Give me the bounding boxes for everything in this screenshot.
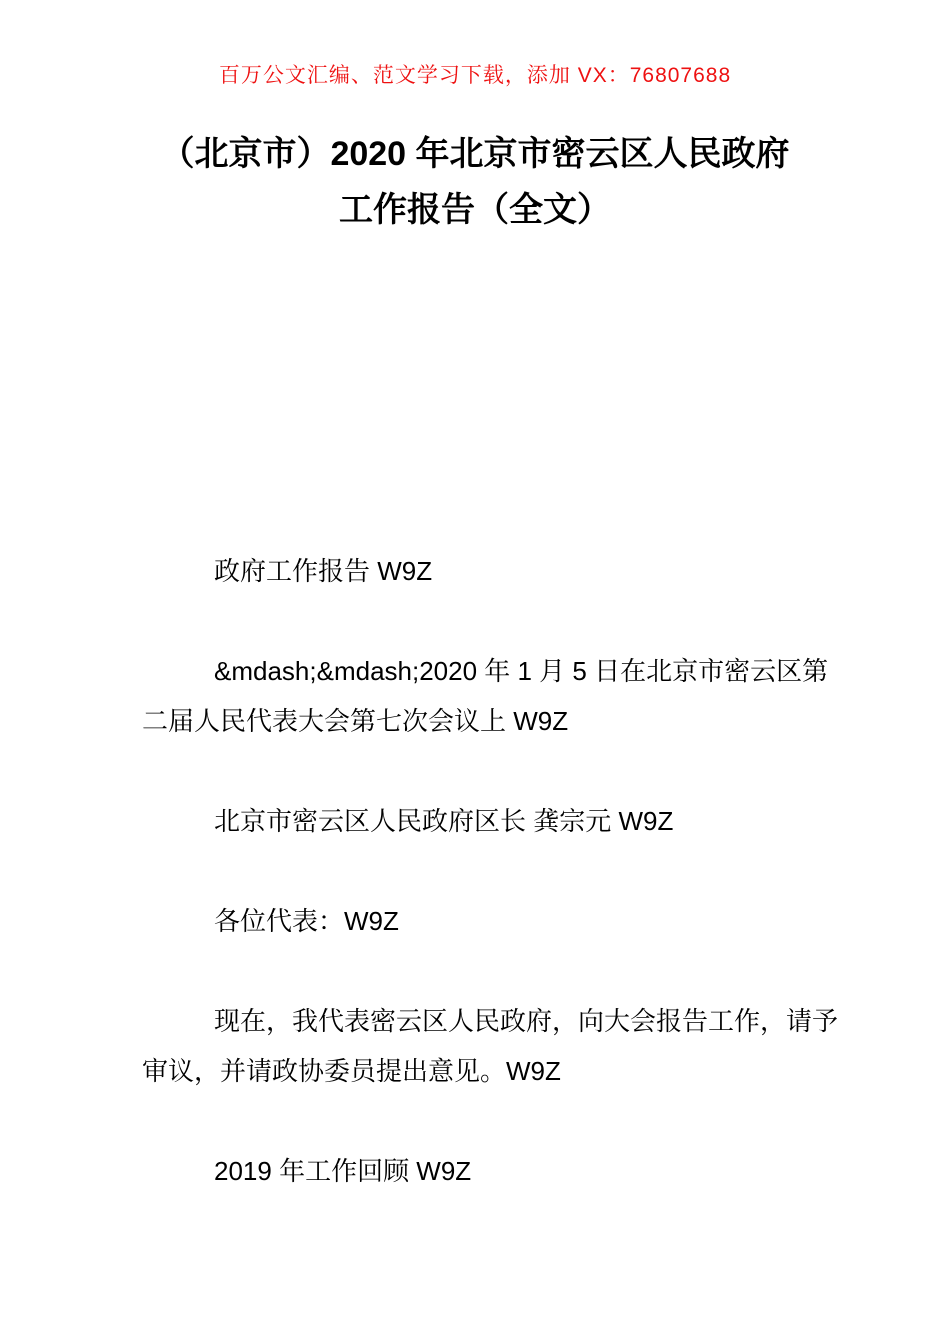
paragraph-salutation: 各位代表：W9Z — [214, 906, 399, 936]
paragraph-2019-review-heading: 2019 年工作回顾 W9Z — [214, 1156, 472, 1186]
paragraph-report-heading: 政府工作报告 W9Z — [214, 556, 433, 586]
document-title-line-2: 工作报告（全文） — [339, 191, 611, 229]
paragraph-intro: 现在，我代表密云区人民政府，向大会报告工作，请予审议，并请政协委员提出意见。W9Z — [142, 1006, 839, 1086]
document-body — [142, 546, 840, 1196]
promo-banner-text: 百万公文汇编、范文学习下载，添加 VX：76807688 — [218, 64, 732, 87]
paragraph-speaker-line: 北京市密云区人民政府区长 龚宗元 W9Z — [214, 806, 674, 836]
document-title — [70, 126, 880, 238]
blank-gap — [0, 238, 950, 496]
paragraph-session-line: &mdash;&mdash;2020 年 1 月 5 日在北京市密云区第二届人民代表大会第七次会议上 W9Z — [142, 656, 829, 736]
document-title-line-1: （北京市）2020 年北京市密云区人民政府 — [160, 135, 790, 173]
